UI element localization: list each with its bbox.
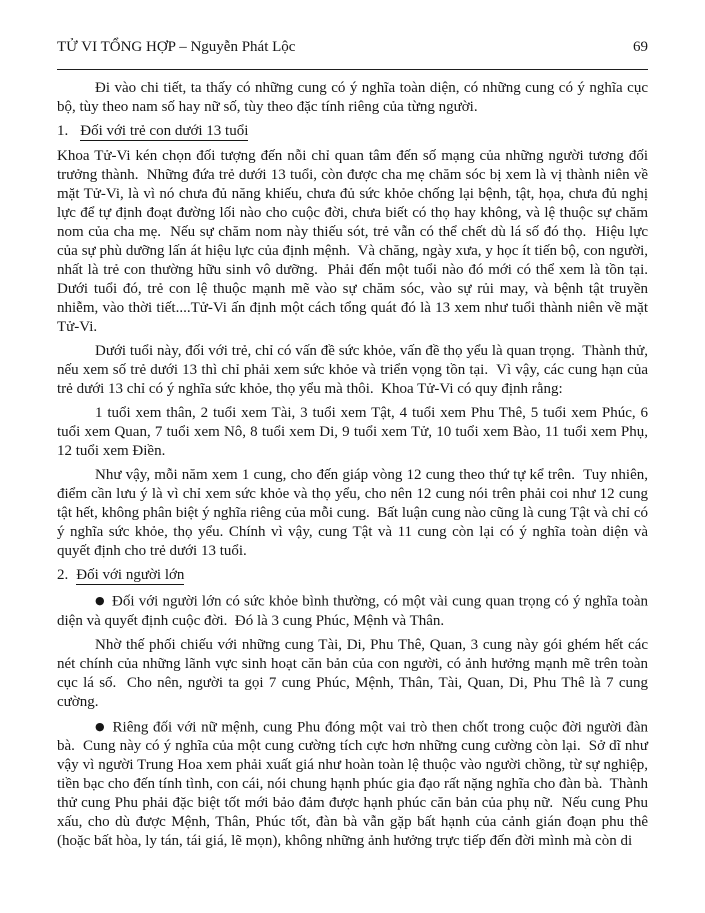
section1-paragraph-4: Như vậy, mỗi năm xem 1 cung, cho đến giáp vòng 12 cung theo thứ tự kể trên. Tuy nhiên, điểm cần lưu ý là vì chỉ xem sức khỏe và thọ yểu, cho nên 12 cung nói trên phải coi như 12 cung tật hết, không phân biệt ý nghĩa riêng của mỗi cung. Bất luận cung nào cũng là cung Tật và chỉ có ý nghĩa sức khỏe, thọ yểu. Chính vì vậy, cung Tật và 11 cung còn lại có ý nghĩa toàn diện và quyết định cho trẻ dưới 13 tuổi. xyxy=(57,467,652,559)
section1-heading xyxy=(57,122,648,141)
section2-paragraph-2: Nhờ thế phối chiếu với những cung Tài, Di, Phu Thê, Quan, 3 cung này gói ghém hết các nét chính của những lãnh vực sinh hoạt căn bản của con người, có ảnh hưởng mạnh mẽ trên toàn cục lá số. Cho nên, người ta gọi 7 cung Phúc, Mệnh, Thân, Tài, Quan, Di, Phu Thê là 7 cung cường. xyxy=(57,636,652,710)
section2-paragraph-3 xyxy=(57,717,652,852)
section2-paragraph-1 xyxy=(57,591,652,631)
section2-heading xyxy=(57,566,648,585)
page-content xyxy=(57,79,656,851)
section2-title: Đối với người lớn xyxy=(76,567,185,583)
section1-paragraph-1: Khoa Tử-Vi kén chọn đối tượng đến nỗi chỉ quan tâm đến số mạng của những người tương đối trưởng thành. Những đứa trẻ dưới 13 tuổi, còn được cha mẹ chăm sóc bị xem là vị thành niên về mặt Tử-Vi, là vì nó chưa đủ năng khiếu, chưa đủ sức khỏe chống lại bệnh, tật, họa, chưa đủ nghị lực để tự định đoạt đường lối nào cho cuộc đời, chưa biết có thọ hay không, và lệ thuộc sự chăm nom của cha mẹ. Nếu sự chăm nom này thiếu sót, trẻ vẫn có thể chết dù lá số đó thọ. Hiệu lực của sự phù dưỡng lấn át hiệu lực của định mệnh. Và chăng, ngày xưa, y học ít tiến bộ, con người, nhất là trẻ con thường hữu sinh vô dưỡng. Phải đến một tuổi nào đó mới có thể xem là tồn tại. Dưới tuổi đó, trẻ con lệ thuộc mạnh mẽ vào sự chăm sóc, vào sự rủi may, và bệnh tật truyền nhiễm, vào thời tiết....Tử-Vi ấn định một cách tổng quát đó là 13 xem như tuổi thành niên về mặt Tử-Vi. xyxy=(57,148,656,335)
bullet-icon: ● xyxy=(95,594,106,607)
section2-paragraph-3-text: Riêng đối với nữ mệnh, cung Phu đóng một vai trò then chốt trong cuộc đời người đàn bà. Cung này có ý nghĩa của một cung cường tích cực hơn những cung cường còn lại. Sở dĩ như vậy vì người Trung Hoa xem phải xuất giá như hoàn toàn lệ thuộc vào người chồng, từ sự nghiệp, tiền bạc cho đến tính tình, con cái, nói chung hạnh phúc gia đạo rất nặng nghĩa cho đàn bà. Thành thử cung Phu phải đặc biệt tốt mới bảo đảm được hạnh phúc căn bản của phụ nữ. Nếu cung Phu xấu, cho dù được Mệnh, Thân, Phúc tốt, đàn bà vẫn gặp bất hạnh của cảnh gián đoạn phu thê (hoặc bất hòa, ly tán, tái giá, lẽ mọn), không những ảnh hưởng trực tiếp đến đời mình mà còn di xyxy=(57,719,652,849)
section1-number: 1. xyxy=(57,123,69,139)
section1-paragraph-3: 1 tuổi xem thân, 2 tuổi xem Tài, 3 tuổi xem Tật, 4 tuổi xem Phu Thê, 5 tuổi xem Phúc, 6 tuổi xem Quan, 7 tuổi xem Nô, 8 tuổi xem Di, 9 tuổi xem Tử, 10 tuổi xem Bào, 11 tuổi xem Phụ, 12 tuổi xem Điền. xyxy=(57,405,652,459)
section1-title: Đối với trẻ con dưới 13 tuổi xyxy=(80,123,249,139)
page-header xyxy=(57,38,648,56)
section1-paragraph-2: Dưới tuổi này, đối với trẻ, chỉ có vấn đề sức khỏe, vấn đề thọ yểu là quan trọng. Thành thử, nếu xem số trẻ dưới 13 thì chỉ phải xem sức khỏe và triển vọng tồn tại. Vì vậy, các cung hạn của trẻ dưới 13 chỉ có ý nghĩa sức khỏe, thọ yểu mà thôi. Khoa Tử-Vi có quy định rằng: xyxy=(57,343,652,397)
header-rule xyxy=(57,69,648,70)
bullet-icon: ● xyxy=(95,719,106,733)
running-title: TỬ VI TỔNG HỢP – Nguyễn Phát Lộc xyxy=(57,39,296,55)
section2-number: 2. xyxy=(57,567,69,583)
intro-paragraph: Đi vào chi tiết, ta thấy có những cung có ý nghĩa toàn diện, có những cung có ý nghĩa cục bộ, tùy theo nam số hay nữ số, tùy theo đặc tính riêng của từng người. xyxy=(57,80,652,115)
section2-paragraph-1-text: Đối với người lớn có sức khỏe bình thường, có một vài cung quan trọng có ý nghĩa toàn diện và quyết định cuộc đời. Đó là 3 cung Phúc, Mệnh và Thân. xyxy=(57,593,652,629)
page-number: 69 xyxy=(633,39,648,55)
